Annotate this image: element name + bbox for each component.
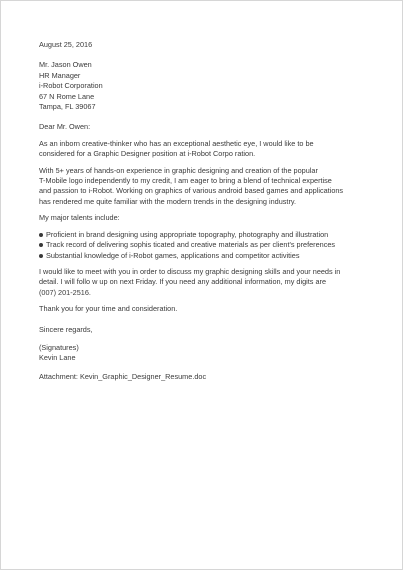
list-item — [39, 240, 379, 250]
meeting-paragraph — [39, 267, 379, 298]
letter-body — [39, 40, 379, 382]
signature: (Signatures) — [39, 342, 79, 352]
paragraph-line: I would like to meet with you in order to discuss my graphic designing skills and your needs in — [39, 266, 341, 276]
paragraph-line: As an inborn creative-thinker who has an exceptional aesthetic eye, I would like to be — [39, 138, 314, 148]
list-item — [39, 251, 379, 261]
thanks-line: Thank you for your time and consideration. — [39, 304, 178, 314]
experience-paragraph — [39, 166, 379, 208]
bullet-icon — [39, 243, 43, 247]
recipient-name: Mr. Jason Owen — [39, 60, 92, 70]
talent-text: Proficient in brand designing using appropriate topography, photography and illustration — [46, 229, 329, 239]
paragraph-line: has rendered me quite familiar with the modern trends in the designing industry. — [39, 196, 297, 206]
recipient-address — [39, 60, 379, 112]
closing: Sincere regards, — [39, 324, 93, 334]
paragraph-line: considered for a Graphic Designer position at i-Robot Corpo ration. — [39, 149, 256, 159]
sender-name: Kevin Lane — [39, 353, 76, 363]
paragraph-line: T-Mobile logo independently to my credit, I am eager to bring a blend of technical expertise — [39, 176, 332, 186]
recipient-company: i-Robot Corporation — [39, 81, 103, 91]
recipient-city: Tampa, FL 39067 — [39, 102, 96, 112]
paragraph-line: With 5+ years of hands-on experience in graphic designing and creation of the popular — [39, 165, 318, 175]
talents-intro: My major talents include: — [39, 213, 120, 223]
list-item — [39, 230, 379, 240]
attachment-line: Attachment: Kevin_Graphic_Designer_Resume.doc — [39, 371, 207, 381]
talent-text: Track record of delivering sophis ticated and creative materials as per client's preferences — [46, 240, 336, 250]
recipient-street: 67 N Rome Lane — [39, 91, 95, 101]
paragraph-line: (007) 201-2516. — [39, 287, 91, 297]
intro-paragraph — [39, 139, 379, 160]
recipient-title: HR Manager — [39, 70, 81, 80]
talents-list — [39, 230, 379, 261]
letter-date: August 25, 2016 — [39, 40, 93, 49]
paragraph-line: detail. I will follo w up on next Friday. If you need any additional information, my digits are — [39, 277, 327, 287]
talent-text: Substantial knowledge of i-Robot games, applications and competitor activities — [46, 250, 300, 260]
paragraph-line: and passion to i-Robot. Working on graphics of various android based games and applications — [39, 186, 344, 196]
bullet-icon — [39, 254, 43, 258]
bullet-icon — [39, 233, 43, 237]
salutation: Dear Mr. Owen: — [39, 122, 91, 132]
